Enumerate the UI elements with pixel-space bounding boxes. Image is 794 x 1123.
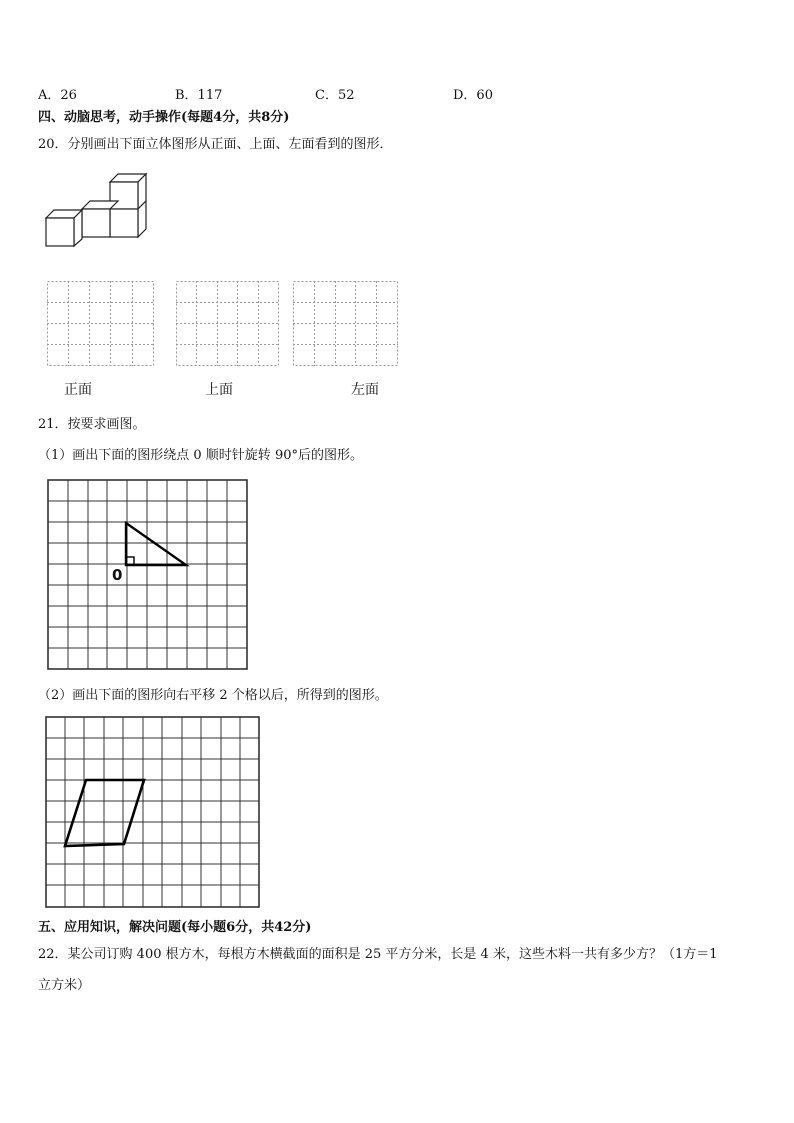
left-view-grid[interactable] xyxy=(293,281,399,367)
question-22-line1: 22．某公司订购 400 根方木，每根方木横截面的面积是 25 平方分米，长是 4 米，这些木料一共有多少方？（1方＝1 xyxy=(38,947,718,962)
option-c: C．52 xyxy=(315,88,355,103)
option-a: A．26 xyxy=(38,88,77,103)
rotation-grid[interactable] xyxy=(47,479,249,671)
section-5-heading: 五、应用知识，解决问题(每小题6分，共42分) xyxy=(38,920,312,935)
translation-grid[interactable] xyxy=(45,716,261,909)
option-b: B．117 xyxy=(175,88,223,103)
right-triangle xyxy=(126,523,186,565)
question-20-text: 20．分别画出下面立体图形从正面、上面、左面看到的图形． xyxy=(38,137,393,152)
section-4-heading: 四、动脑思考，动手操作(每题4分，共8分) xyxy=(38,110,290,125)
question-22-line2: 立方米） xyxy=(38,978,91,993)
point-o-label: 0 xyxy=(112,566,123,584)
question-21-text: 21．按要求画图。 xyxy=(38,417,146,432)
top-view-grid[interactable] xyxy=(176,281,280,367)
top-view-label: 上面 xyxy=(205,382,233,398)
left-view-label: 左面 xyxy=(351,382,379,398)
question-21-part1: （1）画出下面的图形绕点 0 顺时针旋转 90°后的图形。 xyxy=(38,448,363,463)
front-view-grid[interactable] xyxy=(47,281,155,367)
front-view-label: 正面 xyxy=(64,382,92,398)
option-d: D．60 xyxy=(453,88,493,103)
question-21-part2: （2）画出下面的图形向右平移 2 个格以后，所得到的图形。 xyxy=(38,688,388,703)
